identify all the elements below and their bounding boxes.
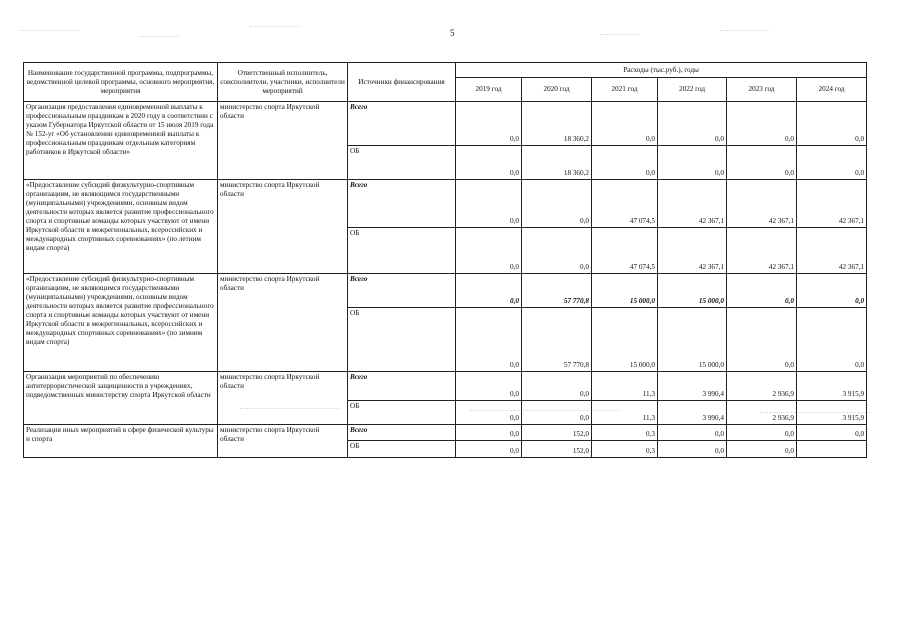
value-cell: 152,0 <box>522 425 592 441</box>
value-cell: 42 367,1 <box>797 180 867 228</box>
table-row <box>24 274 867 308</box>
value-cell: 15 000,0 <box>658 274 727 308</box>
source-cell: Всего <box>348 425 456 441</box>
value-cell <box>797 441 867 458</box>
source-cell: ОБ <box>348 228 456 274</box>
value-cell: 0,0 <box>592 102 658 146</box>
value-cell: 0,0 <box>727 274 797 308</box>
header-year: 2023 год <box>727 78 797 102</box>
value-cell: 0,0 <box>727 425 797 441</box>
value-cell: 0,0 <box>456 425 522 441</box>
value-cell: 0,0 <box>658 146 727 180</box>
header-year: 2019 год <box>456 78 522 102</box>
value-cell: 0,0 <box>592 146 658 180</box>
measure-name: Реализация иных мероприятий в сфере физической культуры и спорта <box>24 425 218 458</box>
scan-noise <box>720 30 770 31</box>
value-cell: 0,0 <box>456 274 522 308</box>
value-cell: 18 360,2 <box>522 102 592 146</box>
value-cell: 0,0 <box>727 308 797 372</box>
value-cell: 0,3 <box>592 425 658 441</box>
value-cell: 0,0 <box>456 441 522 458</box>
value-cell: 42 367,1 <box>658 180 727 228</box>
value-cell: 0,0 <box>727 441 797 458</box>
value-cell: 3 990,4 <box>658 401 727 425</box>
header-name: Наименование государственной программы, подпрограммы, ведомственной целевой программы, основного мероприятия, мероприятия <box>24 63 218 102</box>
value-cell: 57 770,8 <box>522 274 592 308</box>
value-cell: 0,0 <box>456 401 522 425</box>
value-cell: 47 074,5 <box>592 228 658 274</box>
measure-name: Организация предоставления единовременной выплаты к профессиональным праздникам в 2020 году в соответствии с указом Губернатора Иркутской области от 15 июля 2019 года № 152-уг «Об установлении единовременной выплаты к профессиональным праздникам отдельным категориям работников в Иркутской области» <box>24 102 218 180</box>
source-cell: Всего <box>348 372 456 401</box>
executor: министерство спорта Иркутской области <box>218 425 348 458</box>
scan-noise <box>140 36 180 37</box>
source-cell: Всего <box>348 274 456 308</box>
value-cell: 0,0 <box>522 401 592 425</box>
value-cell: 2 936,9 <box>727 372 797 401</box>
value-cell: 2 936,9 <box>727 401 797 425</box>
value-cell: 3 990,4 <box>658 372 727 401</box>
value-cell: 0,0 <box>456 372 522 401</box>
value-cell: 42 367,1 <box>727 180 797 228</box>
value-cell: 47 074,5 <box>592 180 658 228</box>
value-cell: 0,0 <box>658 425 727 441</box>
value-cell: 0,0 <box>797 425 867 441</box>
value-cell: 11,3 <box>592 372 658 401</box>
table-row <box>24 180 867 228</box>
measure-name: «Предоставление субсидий физкультурно-спортивным организациям, не являющимся государственными (муниципальными) учреждениями, основным видом деятельности которых является развитие профессионального спорта и спортивные команды которых участвуют от имени Иркутской области в межрегиональных, всероссийских и международных спортивных соревнованиях» (по летним видам спорта) <box>24 180 218 274</box>
value-cell: 0,3 <box>592 441 658 458</box>
source-cell: ОБ <box>348 401 456 425</box>
header-year: 2021 год <box>592 78 658 102</box>
header-year: 2020 год <box>522 78 592 102</box>
value-cell: 0,0 <box>522 228 592 274</box>
header-expenses: Расходы (тыс.руб.), годы <box>456 63 867 78</box>
header-executor: Ответственный исполнитель, соисполнители, участники, исполнители мероприятий <box>218 63 348 102</box>
value-cell: 152,0 <box>522 441 592 458</box>
value-cell: 42 367,1 <box>797 228 867 274</box>
value-cell: 15 000,0 <box>658 308 727 372</box>
value-cell: 0,0 <box>727 146 797 180</box>
header-source: Источники финансирования <box>348 63 456 102</box>
executor: министерство спорта Иркутской области <box>218 372 348 425</box>
value-cell: 15 000,0 <box>592 274 658 308</box>
source-cell: ОБ <box>348 146 456 180</box>
table-row <box>24 102 867 146</box>
value-cell: 0,0 <box>456 308 522 372</box>
scan-noise <box>600 34 640 35</box>
executor: министерство спорта Иркутской области <box>218 274 348 372</box>
value-cell: 0,0 <box>456 102 522 146</box>
table-row <box>24 425 867 441</box>
scan-noise <box>250 26 300 27</box>
header-year: 2022 год <box>658 78 727 102</box>
value-cell: 42 367,1 <box>658 228 727 274</box>
source-cell: Всего <box>348 102 456 146</box>
value-cell: 0,0 <box>797 274 867 308</box>
value-cell: 11,3 <box>592 401 658 425</box>
value-cell: 57 770,8 <box>522 308 592 372</box>
budget-table <box>23 62 867 458</box>
value-cell: 42 367,1 <box>727 228 797 274</box>
measure-name: «Предоставление субсидий физкультурно-спортивным организациям, не являющимся государственными (муниципальными) учреждениями, основным видом деятельности которых является развитие профессионального спорта и спортивные команды которых участвуют от имени Иркутской области в межрегиональных, всероссийских и международных спортивных соревнованиях» (по зимним видам спорта) <box>24 274 218 372</box>
value-cell: 0,0 <box>797 146 867 180</box>
source-cell: ОБ <box>348 308 456 372</box>
value-cell: 0,0 <box>797 308 867 372</box>
value-cell: 0,0 <box>522 372 592 401</box>
executor: министерство спорта Иркутской области <box>218 102 348 180</box>
value-cell: 0,0 <box>658 441 727 458</box>
header-year: 2024 год <box>797 78 867 102</box>
source-cell: ОБ <box>348 441 456 458</box>
measure-name: Организация мероприятий по обеспечению антитеррористической защищенности в учреждениях, подведомственных министерству спорта Иркутской области <box>24 372 218 425</box>
value-cell: 15 000,0 <box>592 308 658 372</box>
value-cell: 18 360,2 <box>522 146 592 180</box>
value-cell: 0,0 <box>456 146 522 180</box>
value-cell: 0,0 <box>727 102 797 146</box>
value-cell: 3 915,9 <box>797 401 867 425</box>
value-cell: 3 915,9 <box>797 372 867 401</box>
table-row <box>24 372 867 401</box>
value-cell: 0,0 <box>522 180 592 228</box>
value-cell: 0,0 <box>797 102 867 146</box>
page-number: 5 <box>450 28 455 38</box>
value-cell: 0,0 <box>456 228 522 274</box>
value-cell: 0,0 <box>456 180 522 228</box>
scan-noise <box>20 30 80 31</box>
source-cell: Всего <box>348 180 456 228</box>
executor: министерство спорта Иркутской области <box>218 180 348 274</box>
value-cell: 0,0 <box>658 102 727 146</box>
